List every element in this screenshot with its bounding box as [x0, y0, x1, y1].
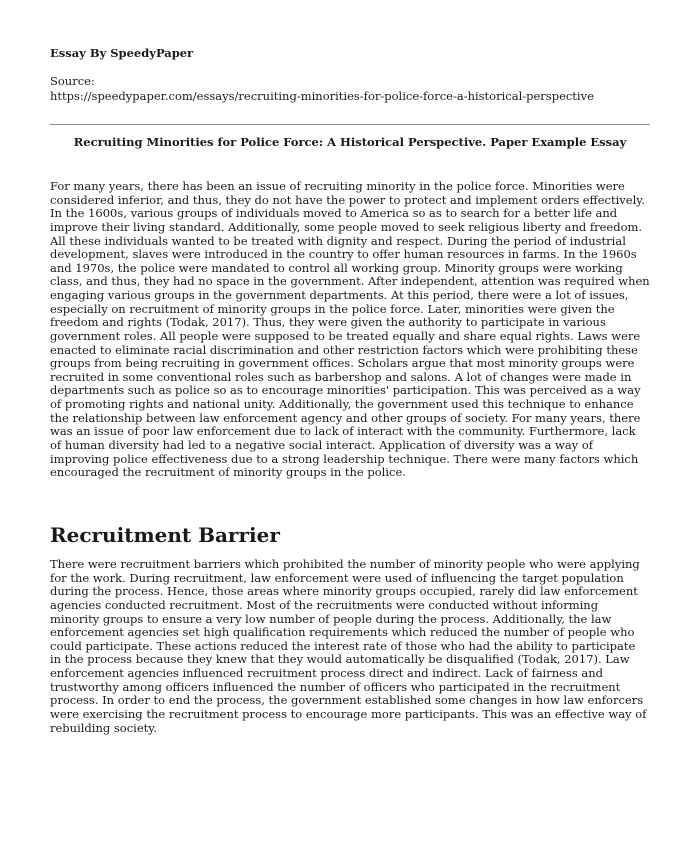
source-url: https://speedypaper.com/essays/recruiting-minorities-for-police-force-a-historical-perspective — [50, 89, 594, 103]
essay-source-title: Essay By SpeedyPaper — [50, 46, 194, 60]
source-label: Source: — [50, 74, 95, 88]
section-heading-recruitment-barrier: Recruitment Barrier — [50, 523, 280, 547]
body-paragraph-2: There were recruitment barriers which prohibited the number of minority people who were applying for the work. During recruitment, law enforcement were used of influencing the target population during the process. Hence, those areas where minority groups occupied, rarely did law enforcement agencies conducted recruitment. Most of the recruitments were conducted without informing minority groups to ensure a very low number of people during the process. Additionally, the law enforcement agencies set high qualification requirements which reduced the number of people who could participate. These actions reduced the interest rate of those who had the ability to participate in the process because they knew that they would automatically be disqualified (Todak, 2017). Law enforcement agencies influenced recruitment process direct and indirect. Lack of fairness and trustworthy among officers influenced the number of officers who participated in the recruitment process. In order to end the process, the government established some changes in how law enforcers were exercising the recruitment process to encourage more participants. This was an effective way of rebuilding society. — [50, 557, 647, 735]
document-title: Recruiting Minorities for Police Force: A Historical Perspective. Paper Example Essay — [73, 135, 627, 149]
header-divider — [50, 124, 650, 125]
body-paragraph-1: For many years, there has been an issue of recruiting minority in the police force. Minorities were considered inferior, and thus, they do not have the power to protect and implement orders effectively. In the 1600s, various groups of individuals moved to America so as to search for a better life and improve their living standard. Additionally, some people moved to seek religious liberty and freedom. All these individuals wanted to be treated with dignity and respect. During the period of industrial development, slaves were introduced in the country to offer human resources in farms. In the 1960s and 1970s, the police were mandated to control all working group. Minority groups were working class, and thus, they had no space in the government. After independent, attention was required when engaging various groups in the government departments. At this period, there were a lot of issues, especially on recruitment of minority groups in the police force. Later, minorities were given the freedom and rights (Todak, 2017). Thus, they were given the authority to participate in various government roles. All people were supposed to be treated equally and share equal rights. Laws were enacted to eliminate racial discrimination and other restriction factors which were prohibiting these groups from being recruiting in government offices. Scholars argue that most minority groups were recruited in some conventional roles such as barbershop and salons. A lot of changes were made in departments such as police so as to encourage minorities' participation. This was perceived as a way of promoting rights and national unity. Additionally, the government used this technique to enhance the relationship between law enforcement agency and other groups of society. For many years, there was an issue of poor law enforcement due to lack of interact with the community. Furthermore, lack of human diversity had led to a negative social interact. Application of diversity was a way of improving police effectiveness due to a strong leadership technique. There were many factors which encouraged the recruitment of minority groups in the police. — [50, 179, 650, 480]
